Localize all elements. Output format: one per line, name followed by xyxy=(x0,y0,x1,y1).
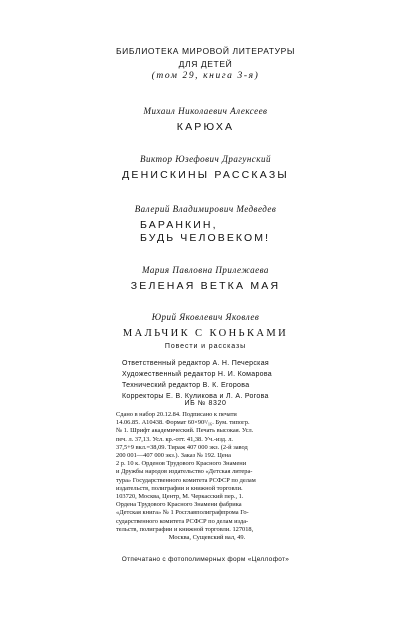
imprint-line: Ордена Трудового Красного Знамени фабрика xyxy=(116,501,242,509)
imprint-line: печ. л. 37,13. Усл. кр.-отт. 41,38. Уч.-изд. л. xyxy=(116,435,233,443)
imprint-line: «Детская книга» № 1 Росглавполиграфпрома Го- xyxy=(116,509,249,517)
credits-block xyxy=(122,358,272,402)
imprint-line: сударственного комитета РСФСР по делам изда- xyxy=(116,517,249,525)
author-alekseev: Михаил Николаевич Алексеев xyxy=(143,106,268,116)
imprint-line: Москва, Сущевский вал, 49. xyxy=(168,534,246,542)
imprint-line: Сдано в набор 20.12.84. Подписано к печати xyxy=(116,411,237,418)
imprint-line: 37,5+9 вкл.=38,09. Тираж 407 000 экз. (2-й завод xyxy=(116,443,248,451)
imprint-line: тура» Государственного комитета РСФСР по делам xyxy=(116,476,256,484)
imprint-line: издательств, полиграфии и книжной торговли. xyxy=(116,484,243,492)
imprint-line: 200 001—407 000 экз.). Заказ № 192. Цена xyxy=(116,452,231,460)
credit-line: Корректоры Е. В. Куликова и Л. А. Рогова xyxy=(122,393,269,400)
title-karyukha: КАРЮХА xyxy=(176,121,235,133)
imprint-line: 2 р. 10 к. Орденов Трудового Красного Знамени xyxy=(116,460,247,468)
title-malchik-s-konkami: МАЛЬЧИК С КОНЬКАМИ xyxy=(122,328,289,339)
author-prilezhaeva: Мария Павловна Прилежаева xyxy=(142,265,269,275)
series-title-line1: БИБЛИОТЕКА МИРОВОЙ ЛИТЕРАТУРЫ xyxy=(115,46,295,56)
author-dragunsky: Виктор Юзефович Драгунский xyxy=(139,154,272,164)
author-medvedev: Валерий Владимирович Медведев xyxy=(134,204,277,214)
credit-line: Ответственный редактор А. Н. Печерская xyxy=(122,360,269,367)
printing-note: Отпечатано с фотополимерных форм «Целлофот» xyxy=(121,556,290,563)
series-title-line2: ДЛЯ ДЕТЕЙ xyxy=(178,59,233,69)
imprint-line: и Дружбы народов издательство «Детская литера- xyxy=(116,468,253,476)
imprint-block xyxy=(116,411,298,542)
credit-line: Художественный редактор Н. И. Комарова xyxy=(122,371,272,378)
volume-info: (том 29, книга 3-я) xyxy=(151,71,260,81)
title-barankin-line2: БУДЬ ЧЕЛОВЕКОМ! xyxy=(140,232,271,244)
subtitle-povesti: Повести и рассказы xyxy=(164,343,247,350)
ib-number: ИБ № 8320 xyxy=(184,400,227,407)
title-zelenaya-vetka-maya: ЗЕЛЕНАЯ ВЕТКА МАЯ xyxy=(130,280,281,292)
imprint-line: 14.06.85. А10438. Формат 60×90¹/₁₆. Бум. типогр. xyxy=(116,419,250,427)
title-deniskiny-rasskazy: ДЕНИСКИНЫ РАССКАЗЫ xyxy=(122,169,289,181)
author-yakovlev: Юрий Яковлевич Яковлев xyxy=(151,312,260,322)
title-barankin-line1: БАРАНКИН, xyxy=(140,219,218,231)
imprint-line: 103720, Москва, Центр, М. Черкасский пер., 1. xyxy=(116,493,244,501)
imprint-line: № 1. Шрифт академический. Печать высокая. Усл. xyxy=(116,427,254,435)
credit-line: Технический редактор В. К. Егорова xyxy=(122,382,250,389)
imprint-line: тельств, полиграфии и книжной торговли. 127018, xyxy=(116,525,254,533)
